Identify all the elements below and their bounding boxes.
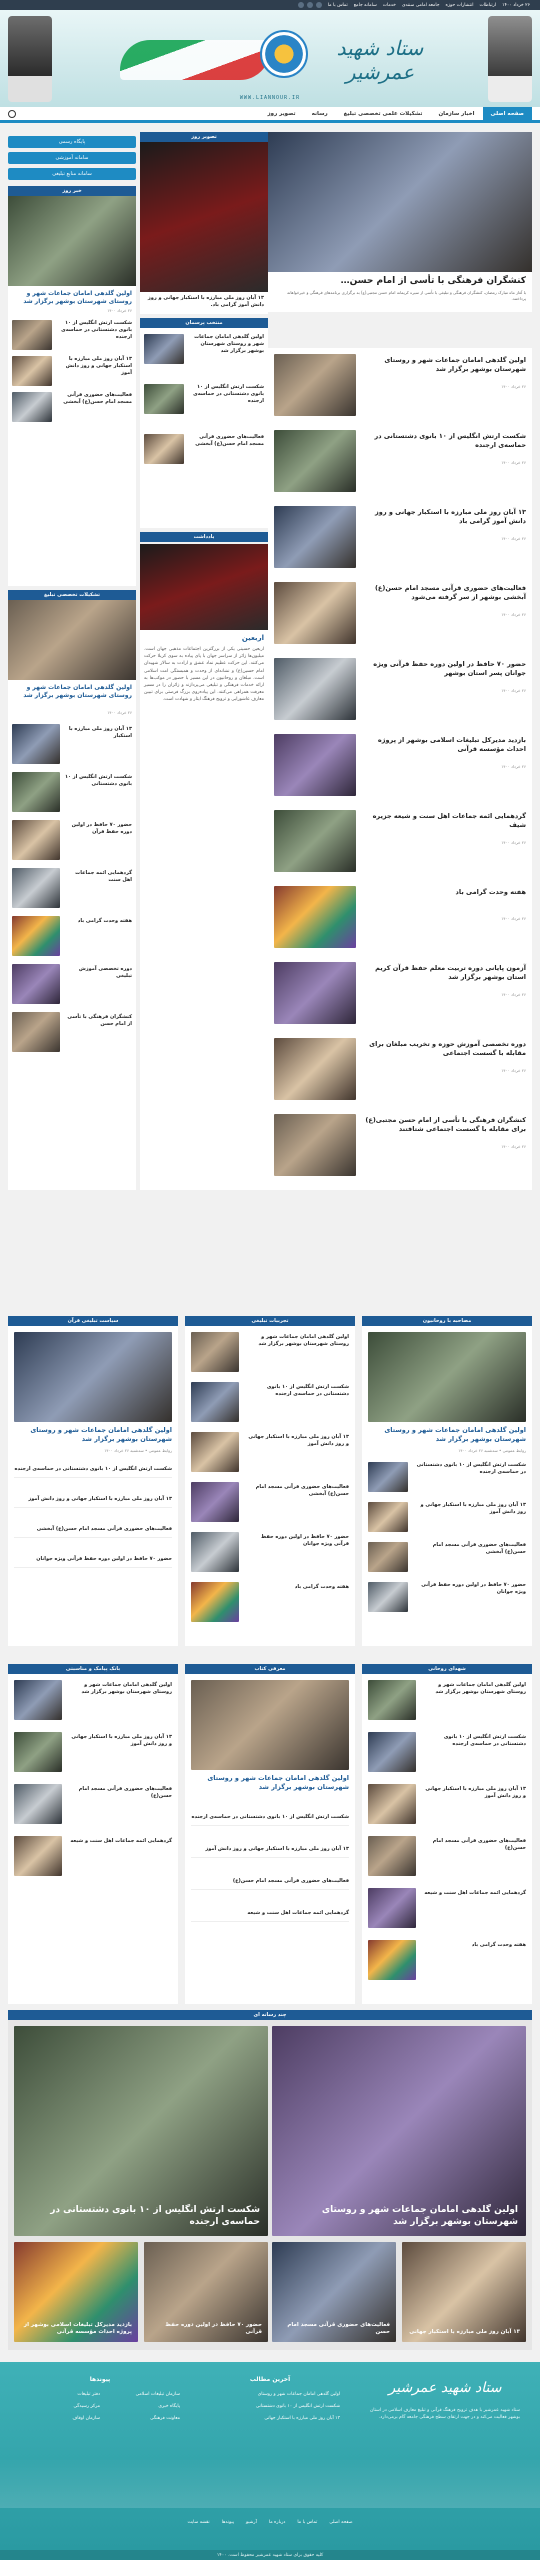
footer-links-title: پیوندها (89, 2376, 111, 2383)
leader-portrait-right (488, 16, 532, 102)
news-row-image[interactable] (274, 658, 356, 720)
news-row-date: ۲۶ خرداد ۱۴۰۰ (501, 764, 526, 769)
news-row-image[interactable] (274, 506, 356, 568)
multimedia-big-right-caption[interactable]: اولین گلدهی امامان جماعات شهر و روستای شهرستان بوشهر برگزار شد (321, 2205, 518, 2227)
martyrs-item[interactable]: شکست ارتش انگلیس از ۱۰ بانوی دشتستانی در حماسه‌ی ارجنده (443, 1734, 526, 1747)
multimedia-big-right[interactable] (272, 2026, 526, 2236)
multimedia-small-caption[interactable]: بازدید مدیرکل تبلیغات اسلامی بوشهر از پروژه احداث مؤسسه قرآنی (23, 2322, 132, 2335)
multimedia-big-left-caption[interactable]: شکست ارتش انگلیس از ۱۰ بانوی دشتستانی در حماسه‌ی ارجنده (50, 2205, 260, 2227)
footer-link[interactable]: پایگاه خبری (158, 2404, 180, 2409)
slider-title[interactable]: کنشگران فرهنگی با تأسی از امام حسن… (340, 276, 526, 286)
news-row-title[interactable]: اولین گلدهی امامان جماعات شهر و روستای شهرستان بوشهر برگزار شد (384, 356, 526, 373)
interviews-item[interactable]: شکست ارتش انگلیس از ۱۰ بانوی دشتستانی در حماسه‌ی ارجنده (416, 1462, 526, 1475)
official-portal-button[interactable]: پایگاه رسمی (8, 136, 136, 148)
footer-bottom-link[interactable]: آرشیو (245, 2520, 257, 2525)
news-row-date: ۲۶ خرداد ۱۴۰۰ (501, 1068, 526, 1073)
footer-link[interactable]: سازمان اوقاف (72, 2416, 100, 2421)
news-row-title[interactable]: بازدید مدیرکل تبلیغات اسلامی بوشهر از پروژه احداث مؤسسه قرآنی (377, 736, 526, 753)
leader-portrait-left (8, 16, 52, 102)
sms-item[interactable]: اولین گلدهی امامان جماعات شهر و روستای شهرستان بوشهر برگزار شد (81, 1682, 172, 1695)
specialized-thumb[interactable] (12, 820, 60, 860)
news-thumb[interactable] (12, 392, 52, 422)
books-title: معرفی کتاب (185, 1664, 355, 1674)
news-row-date: ۲۶ خرداد ۱۴۰۰ (501, 840, 526, 845)
interviews-image[interactable] (368, 1332, 526, 1422)
quran-policy-item[interactable]: فعالیت‌های حضوری قرآنی مسجد امام حسن(ع) آبخشی (14, 1526, 172, 1538)
specialized-item-title[interactable]: دوره تخصصی آموزش تبلیغی (78, 966, 132, 979)
news-item-title[interactable]: شکست ارتش انگلیس از ۱۰ بانوی دشتستانی در حماسه‌ی ارجنده (61, 320, 132, 340)
news-row-date: ۲۶ خرداد ۱۴۰۰ (501, 384, 526, 389)
footer-bottom-link[interactable]: درباره ما (268, 2520, 286, 2525)
top-link[interactable]: سامانه جامع (353, 2, 377, 8)
martyrs-panel (362, 1674, 532, 2004)
experiences-title: تجربیات تبلیغی (185, 1316, 355, 1326)
education-portal-button[interactable]: سامانه آموزشی (8, 152, 136, 164)
specialized-thumb[interactable] (12, 724, 60, 764)
martyrs-thumb[interactable] (368, 1680, 416, 1720)
martyrs-thumb[interactable] (368, 1784, 416, 1824)
interviews-thumb[interactable] (368, 1462, 408, 1492)
quran-policy-featured[interactable]: اولین گلدهی امامان جماعات شهر و روستای شهرستان بوشهر برگزار شد (30, 1426, 172, 1443)
nav-item-home[interactable]: صفحه اصلی (483, 107, 533, 120)
top-date: ۲۶ خرداد ۱۴۰۰ (502, 2, 530, 8)
footer-link[interactable]: دفتر تبلیغات (77, 2392, 100, 2397)
latest-news-list (268, 348, 532, 1190)
site-header (0, 10, 540, 107)
specialized-item-title[interactable]: هفته وحدت گرامی باد (77, 918, 132, 924)
news-row[interactable] (268, 734, 532, 804)
photo-caption-text[interactable]: ۱۳ آبان روز ملی مبارزه با استکبار جهانی و روز دانش آموز گرامی باد. (147, 295, 264, 308)
multimedia-small-caption[interactable]: فعالیت‌های حضوری قرآنی مسجد امام حسن (287, 2322, 390, 2335)
telegram-icon[interactable] (316, 2, 322, 8)
specialized-item-title[interactable]: حضور ۷۰ حافظ در اولین دوره حفظ قرآن (71, 822, 132, 835)
news-of-day-image[interactable] (8, 196, 136, 286)
interviews-featured[interactable]: اولین گلدهی امامان جماعات شهر و روستای شهرستان بوشهر برگزار شد (384, 1426, 526, 1443)
news-item-title[interactable]: فعالیت‌های حضوری قرآنی مسجد امام حسن(ع) آبخشی (63, 392, 132, 405)
specialized-image[interactable] (8, 600, 136, 680)
sms-item[interactable]: ۱۳ آبان روز ملی مبارزه با استکبار جهانی و روز دانش آموز (71, 1734, 172, 1747)
news-row-date: ۲۶ خرداد ۱۴۰۰ (501, 1144, 526, 1149)
social-icons (298, 2, 322, 8)
specialized-item-title[interactable]: کنشگران فرهنگی با تأسی از امام حسن (67, 1014, 132, 1027)
footer-bottom-link[interactable]: تماس با ما (297, 2520, 318, 2525)
note-image[interactable] (140, 544, 268, 630)
interviews-thumb[interactable] (368, 1542, 408, 1572)
article-title[interactable]: اربعین (241, 634, 264, 642)
footer-latest-item[interactable]: ۱۳ آبان روز ملی مبارزه با استکبار جهانی (264, 2416, 340, 2421)
footer-link[interactable]: مرکز رسیدگی (73, 2404, 100, 2409)
site-url: WWW.LIANNOUR.IR (239, 95, 301, 101)
experiences-thumb[interactable] (191, 1382, 239, 1422)
sms-item[interactable]: گردهمایی ائمه جماعات اهل سنت و شیعه (70, 1838, 172, 1844)
top-bar (0, 0, 540, 10)
specialized-thumb[interactable] (12, 868, 60, 908)
news-row[interactable] (268, 582, 532, 652)
news-row-date: ۲۶ خرداد ۱۴۰۰ (501, 536, 526, 541)
selected-item-title[interactable]: فعالیت‌های حضوری قرآنی مسجد امام حسن(ع) آبخشی (195, 434, 264, 447)
books-image[interactable] (191, 1680, 349, 1770)
sms-thumb[interactable] (14, 1680, 62, 1720)
news-thumb[interactable] (12, 356, 52, 386)
selected-item-title[interactable]: شکست ارتش انگلیس از ۱۰ بانوی دشتستانی در حماسه‌ی ارجنده (193, 384, 264, 404)
quran-policy-item[interactable]: ۱۳ آبان روز ملی مبارزه با استکبار جهانی و روز دانش آموز (14, 1496, 172, 1508)
news-row[interactable] (268, 430, 532, 500)
martyrs-title: شهدای روحانی (362, 1664, 532, 1674)
multimedia-small[interactable] (272, 2242, 396, 2342)
news-row-date: ۲۶ خرداد ۱۴۰۰ (501, 688, 526, 693)
specialized-item-title[interactable]: گردهمایی ائمه جماعات اهل سنت (75, 870, 132, 883)
article-text: اربعین حسینی یکی از بزرگترین اجتماعات مذهبی جهان است. میلیون‌ها زائر از سراسر جهان با پای پیاده به سوی کربلا حرکت می‌کنند. این حرکت عظیم نماد عشق و ارادت به سالار شهیدان امام حسین(ع) و نشانه‌ای از وحدت و همبستگی امت اسلامی است. مبلغان و روحانیون در این مسیر با حضور در موکب‌ها به ارائه خدمات فرهنگی و تبلیغی می‌پردازند و زائران را در مسیر معرفت همراهی می‌کنند. این پیاده‌روی بزرگ فرصتی برای تبیین معارف عاشورایی و ترویج فرهنگ ایثار و شهادت است. (144, 647, 264, 703)
news-row-image[interactable] (274, 582, 356, 644)
sms-thumb[interactable] (14, 1836, 62, 1876)
specialized-item-title[interactable]: ۱۳ آبان روز ملی مبارزه با استکبار (68, 726, 132, 739)
site-logo[interactable]: ستاد شهید عمرشیر (336, 36, 424, 84)
interviews-item[interactable]: فعالیت‌های حضوری قرآنی مسجد امام حسن(ع) آبخشی (432, 1542, 526, 1555)
sms-thumb[interactable] (14, 1784, 62, 1824)
news-row-image[interactable] (274, 734, 356, 796)
photo-of-day-title: تصویر روز (140, 132, 268, 142)
news-row-date: ۲۶ خرداد ۱۴۰۰ (501, 992, 526, 997)
news-row-title[interactable]: آزمون پایانی دوره تربیت معلم حفظ قرآن کریم استان بوشهر برگزار شد (375, 964, 526, 981)
news-row-image[interactable] (274, 1114, 356, 1176)
interviews-thumb[interactable] (368, 1502, 408, 1532)
books-panel (185, 1674, 355, 2004)
experiences-item[interactable]: هفته وحدت گرامی باد (294, 1584, 349, 1590)
martyrs-item[interactable]: هفته وحدت گرامی باد (471, 1942, 526, 1948)
experiences-item[interactable]: اولین گلدهی امامان جماعات شهر و روستای شهرستان بوشهر برگزار شد (258, 1334, 349, 1347)
news-row-title[interactable]: شکست ارتش انگلیس از ۱۰ بانوی دشتستانی در حماسه‌ی ارجنده (374, 432, 526, 449)
multimedia-title: چند رسانه ای (8, 2010, 532, 2020)
photo-of-day-image[interactable] (140, 142, 268, 292)
news-row-title[interactable]: گردهمایی ائمه جماعات اهل سنت و شیعه جزیره شیف (372, 812, 526, 829)
specialized-featured-title[interactable]: اولین گلدهی امامان جماعات شهر و روستای شهرستان بوشهر برگزار شد (23, 684, 132, 699)
footer-bottom-link[interactable]: پیوندها (221, 2520, 234, 2525)
martyrs-thumb[interactable] (368, 1888, 416, 1928)
specialized-date: ۲۶ خرداد ۱۴۰۰ (107, 710, 132, 715)
news-row-title[interactable]: حضور ۷۰ حافظ در اولین دوره حفظ قرآنی ویژه جوانان پسر استان بوشهر (373, 660, 526, 677)
footer-bottom-link[interactable]: نقشه سایت (187, 2520, 210, 2525)
news-row-image[interactable] (274, 962, 356, 1024)
specialized-thumb[interactable] (12, 1012, 60, 1052)
slider-text: با آغاز ماه مبارک رمضان، کنشگران فرهنگی و تبلیغی با تأسی از سیره کریمانه امام حسن مجتبی(ع) به برگزاری برنامه‌های فرهنگی و خیرخواهانه پرداختند. (287, 290, 526, 301)
nav-item-news[interactable]: اخبار سازمان (438, 110, 475, 117)
news-of-day-title: خبر روز (8, 186, 136, 196)
books-item[interactable]: فعالیت‌های حضوری قرآنی مسجد امام حسن(ع) (191, 1878, 349, 1890)
quran-policy-meta: روابط عمومی • سه‌شنبه ۲۶ خرداد ۱۴۰۰ (104, 1448, 172, 1453)
multimedia-small-caption[interactable]: حضور ۷۰ حافظ در اولین دوره حفظ قرآنی (165, 2322, 262, 2335)
news-row-image[interactable] (274, 354, 356, 416)
footer-bottom-link[interactable]: صفحه اصلی (329, 2520, 353, 2525)
note-panel (140, 630, 268, 1190)
top-link[interactable]: ارتباطات (479, 2, 497, 8)
news-row[interactable] (268, 1038, 532, 1108)
news-row-date: ۲۶ خرداد ۱۴۰۰ (501, 916, 526, 921)
selected-thumb[interactable] (144, 334, 184, 364)
selected-item-title[interactable]: اولین گلدهی امامان جماعات شهر و روستای شهرستان بوشهر برگزار شد (194, 334, 264, 354)
sms-thumb[interactable] (14, 1732, 62, 1772)
main-slider-image[interactable] (268, 132, 532, 272)
news-row-image[interactable] (274, 1038, 356, 1100)
news-row[interactable] (268, 506, 532, 576)
news-row[interactable] (268, 810, 532, 880)
books-item[interactable]: گردهمایی ائمه جماعات اهل سنت و شیعه (191, 1910, 349, 1922)
experiences-thumb[interactable] (191, 1482, 239, 1522)
multimedia-small-caption[interactable]: ۱۳ آبان روز ملی مبارزه با استکبار جهانی (409, 2329, 520, 2335)
copyright-bar: کلیه حقوق برای ستاد شهید عمرشیر محفوظ است. ۱۴۰۰ (0, 2550, 540, 2560)
news-row[interactable] (268, 1114, 532, 1184)
site-footer (0, 2362, 540, 2550)
rss-icon[interactable] (298, 2, 304, 8)
flag-ribbon (120, 40, 270, 80)
interviews-panel (362, 1326, 532, 1646)
news-row-image[interactable] (274, 430, 356, 492)
martyrs-item[interactable]: گردهمایی ائمه جماعات اهل سنت و شیعه (424, 1890, 526, 1896)
footer-about: ستاد شهید عمرشیر با هدف ترویج فرهنگ قرآنی و تبلیغ معارف اسلامی در استان بوشهر فعالیت می‌کند و در جهت ارتقای سطح فرهنگی جامعه گام برمی‌دارد. (370, 2408, 520, 2420)
sms-item[interactable]: فعالیت‌های حضوری قرآنی مسجد امام حسن(ع) (78, 1786, 172, 1799)
news-row[interactable] (268, 962, 532, 1032)
footer-latest-title: آخرین مطالب (249, 2376, 291, 2383)
martyrs-thumb[interactable] (368, 1732, 416, 1772)
books-featured[interactable]: اولین گلدهی امامان جماعات شهر و روستای شهرستان بوشهر برگزار شد (207, 1774, 349, 1791)
multimedia-big-left[interactable] (14, 2026, 268, 2236)
experiences-thumb[interactable] (191, 1582, 239, 1622)
selected-title: منتخب پرسمان (140, 318, 268, 328)
interviews-item[interactable]: ۱۳ آبان روز ملی مبارزه با استکبار جهانی و روز دانش آموز (420, 1502, 526, 1515)
news-row[interactable] (268, 886, 532, 956)
books-item[interactable]: شکست ارتش انگلیس از ۱۰ بانوی دشتستانی در حماسه‌ی ارجنده (191, 1814, 349, 1826)
news-row[interactable] (268, 354, 532, 424)
news-row[interactable] (268, 658, 532, 728)
experiences-thumb[interactable] (191, 1532, 239, 1572)
top-link[interactable]: انتشارات حوزه (445, 2, 474, 8)
nav-item-specialized[interactable]: تشکیلات علمی تخصصی تبلیغ (343, 110, 423, 117)
martyrs-item[interactable]: اولین گلدهی امامان جماعات شهر و روستای شهرستان بوشهر برگزار شد (435, 1682, 526, 1695)
news-row-title[interactable]: ۱۳ آبان روز ملی مبارزه با استکبار جهانی و روز دانش آموز گرامی باد (375, 508, 526, 525)
experiences-item[interactable]: حضور ۷۰ حافظ در اولین دوره حفظ قرآنی ویژه جوانان (261, 1534, 349, 1547)
footer-link[interactable]: معاونت فرهنگی (150, 2416, 180, 2421)
main-slider-caption (268, 272, 532, 312)
books-item[interactable]: ۱۳ آبان روز ملی مبارزه با استکبار جهانی و روز دانش آموز (191, 1846, 349, 1858)
multimedia-small[interactable] (14, 2242, 138, 2342)
sms-bank-title: بانک پیامک و مناسبتی (8, 1664, 178, 1674)
experiences-item[interactable]: ۱۳ آبان روز ملی مبارزه با استکبار جهانی و روز دانش آموز (248, 1434, 349, 1447)
specialized-thumb[interactable] (12, 772, 60, 812)
quran-policy-image[interactable] (14, 1332, 172, 1422)
quran-policy-item[interactable]: شکست ارتش انگلیس از ۱۰ بانوی دشتستانی در حماسه‌ی ارجنده (14, 1466, 172, 1478)
footer-logo[interactable]: ستاد شهید عمرشیر (388, 2380, 502, 2396)
specialized-thumb[interactable] (12, 916, 60, 956)
footer-link[interactable]: سازمان تبلیغات اسلامی (135, 2392, 180, 2397)
selected-thumb[interactable] (144, 384, 184, 414)
top-link[interactable]: خدمات (382, 2, 396, 8)
news-row-image[interactable] (274, 886, 356, 948)
instagram-icon[interactable] (307, 2, 313, 8)
multimedia-small[interactable] (402, 2242, 526, 2342)
footer-latest-item[interactable]: شکست ارتش انگلیس از ۱۰ بانوی دشتستانی (255, 2404, 340, 2409)
specialized-title: تشکیلات تخصصی تبلیغ (8, 590, 136, 600)
martyrs-thumb[interactable] (368, 1940, 416, 1980)
martyrs-item[interactable]: فعالیت‌های حضوری قرآنی مسجد امام حسن(ع) (432, 1838, 526, 1851)
specialized-panel (8, 680, 136, 1190)
news-row-image[interactable] (274, 810, 356, 872)
quran-policy-item[interactable]: حضور ۷۰ حافظ در اولین دوره حفظ قرآنی ویژه جوانان (14, 1556, 172, 1568)
note-title: یادداشت (140, 532, 268, 542)
news-row-title[interactable]: کنشگران فرهنگی با تأسی از امام حسن مجتبی(ع) برای مقابله با گسست اجتماعی شتافتند (365, 1116, 526, 1133)
news-row-date: ۲۶ خرداد ۱۴۰۰ (501, 612, 526, 617)
interviews-meta: روابط عمومی • سه‌شنبه ۲۶ خرداد ۱۴۰۰ (458, 1448, 526, 1453)
experiences-panel (185, 1326, 355, 1646)
news-item-title[interactable]: ۱۳ آبان روز ملی مبارزه با استکبار جهانی و روز دانش آموز (65, 356, 132, 376)
footer-latest-item[interactable]: اولین گلدهی امامان جماعات شهر و روستای (257, 2392, 340, 2397)
experiences-thumb[interactable] (191, 1332, 239, 1372)
news-row-title[interactable]: دوره تخصصی آموزش حوزه و تخریب مبلغان برای مقابله با گسست اجتماعی (369, 1040, 526, 1057)
quran-policy-title: سیاست تبلیغی قرآن (8, 1316, 178, 1326)
footer-bottom-links (20, 2520, 520, 2525)
news-thumb[interactable] (12, 320, 52, 350)
selected-thumb[interactable] (144, 434, 184, 464)
news-row-title[interactable]: هفته وحدت گرامی باد (455, 888, 526, 896)
martyrs-item[interactable]: ۱۳ آبان روز ملی مبارزه با استکبار جهانی و روز دانش آموز (425, 1786, 526, 1799)
news-featured-date: ۲۶ خرداد ۱۴۰۰ (107, 308, 132, 313)
interviews-title: مصاحبه با روحانیون (362, 1316, 532, 1326)
quran-policy-panel (8, 1326, 178, 1646)
news-row-title[interactable]: فعالیت‌های حضوری قرآنی مسجد امام حسن(ع) آبخشی بوشهر از سر گرفته می‌شود (374, 584, 526, 601)
experiences-item[interactable]: فعالیت‌های حضوری قرآنی مسجد امام حسن(ع) آبخشی (255, 1484, 349, 1497)
multimedia-panel (8, 2020, 532, 2350)
experiences-item[interactable]: شکست ارتش انگلیس از ۱۰ بانوی دشتستانی در حماسه‌ی ارجنده (266, 1384, 349, 1397)
footer-skyline (0, 2458, 540, 2508)
nav-item-media[interactable]: رسانه (311, 110, 328, 117)
martyrs-thumb[interactable] (368, 1836, 416, 1876)
photo-of-day-caption (140, 292, 268, 314)
search-icon[interactable] (8, 110, 16, 118)
selected-panel (140, 328, 268, 528)
main-nav (0, 107, 540, 123)
interviews-item[interactable]: حضور ۷۰ حافظ در اولین دوره حفظ قرآنی ویژه جوانان (421, 1582, 526, 1595)
multimedia-small[interactable] (144, 2242, 268, 2342)
top-link[interactable]: تماس با ما (327, 2, 348, 8)
experiences-thumb[interactable] (191, 1432, 239, 1472)
news-of-day-panel (8, 286, 136, 586)
sms-bank-panel (8, 1674, 178, 2004)
news-row-date: ۲۶ خرداد ۱۴۰۰ (501, 460, 526, 465)
news-featured-title[interactable]: اولین گلدهی امامان جماعات شهر و روستای شهرستان بوشهر برگزار شد (23, 290, 132, 305)
interviews-thumb[interactable] (368, 1582, 408, 1612)
resources-portal-button[interactable]: سامانه منابع تبلیغی (8, 168, 136, 180)
top-link[interactable]: جامعه امامی سنندی (401, 2, 440, 8)
nav-item-photo[interactable]: تصویر روز (267, 110, 296, 117)
specialized-thumb[interactable] (12, 964, 60, 1004)
specialized-item-title[interactable]: شکست ارتش انگلیس از ۱۰ بانوی دشتستانی (64, 774, 132, 787)
